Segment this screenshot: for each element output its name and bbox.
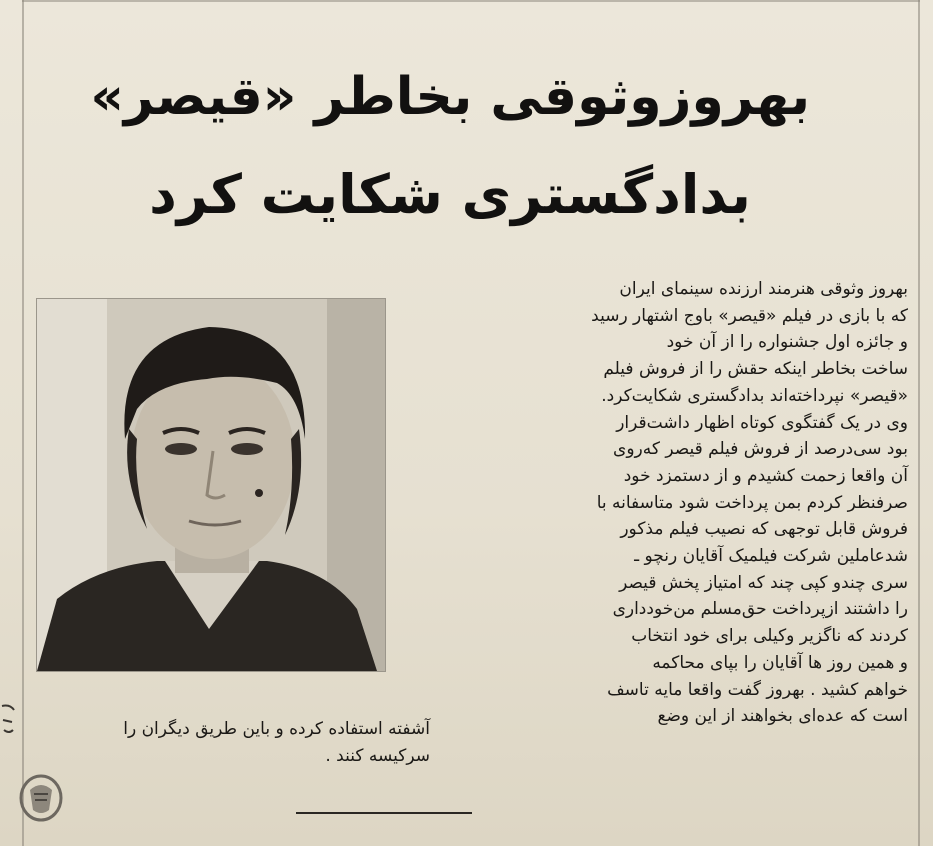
headline-line-1: بهروزوثوقی بخاطر «قیصر» <box>90 67 810 127</box>
article-body <box>436 276 908 730</box>
continuation-line: آشفته استفاده کرده و باین طریق دیگران را <box>123 719 430 739</box>
article-end-rule <box>296 812 472 814</box>
body-line: «قیصر» نپرداخته‌اند بدادگستری شکایت‌کرد. <box>601 385 908 406</box>
body-line: ساخت بخاطر اینکه حقش را از فروش فیلم <box>603 359 908 380</box>
body-line: و جائزه اول جشنواره را از آن خود <box>666 332 908 353</box>
portrait-photo <box>36 298 386 672</box>
portrait-illustration <box>37 299 385 671</box>
body-line: که با بازی در فیلم «قیصر» باوج اشتهار رسید <box>591 305 908 326</box>
body-line: آن واقعا زحمت کشیدم و از دستمزد خود <box>623 465 908 486</box>
body-line: صرفنظر کردم بمن پرداخت شود متاسفانه با <box>596 492 908 513</box>
body-line: فروش قابل توجهی که نصیب فیلم مذکور <box>620 519 908 540</box>
continuation-line: سرکیسه کنند . <box>325 746 430 766</box>
headline-line-2: بدادگستری شکایت کرد <box>149 163 751 226</box>
body-line: و همین روز ها آقایان را بپای محاکمه <box>652 652 908 673</box>
body-line: بهروز وثوقی هنرمند ارزنده سینمای ایران <box>619 279 908 299</box>
body-line: را داشتند ازپرداخت حق‌مسلم من‌خودداری <box>612 599 908 620</box>
ink-stamp-icon <box>16 772 66 824</box>
edge-print-scrap <box>0 700 18 740</box>
column-rule-left <box>22 0 24 846</box>
column-rule-right <box>918 0 920 846</box>
body-line: سری چندو کپی چند که امتیاز پخش قیصر <box>619 572 908 593</box>
body-line: وی در یک گفتگوی کوتاه اظهار داشت‌قرار <box>616 412 908 433</box>
article-continuation <box>123 716 430 770</box>
body-line: خواهم کشید . بهروز گفت واقعا مایه تاسف <box>607 679 908 700</box>
body-line: بود سی‌درصد از فروش فیلم قیصر که‌روی <box>613 439 908 460</box>
body-line: شدعاملین شرکت فیلمیک آقایان رنچو ـ <box>634 546 908 567</box>
top-rule <box>22 0 920 2</box>
body-line: کردند که ناگزیر وکیلی برای خود انتخاب <box>631 626 908 647</box>
body-line: است که عده‌ای بخواهند از این وضع <box>657 706 908 727</box>
